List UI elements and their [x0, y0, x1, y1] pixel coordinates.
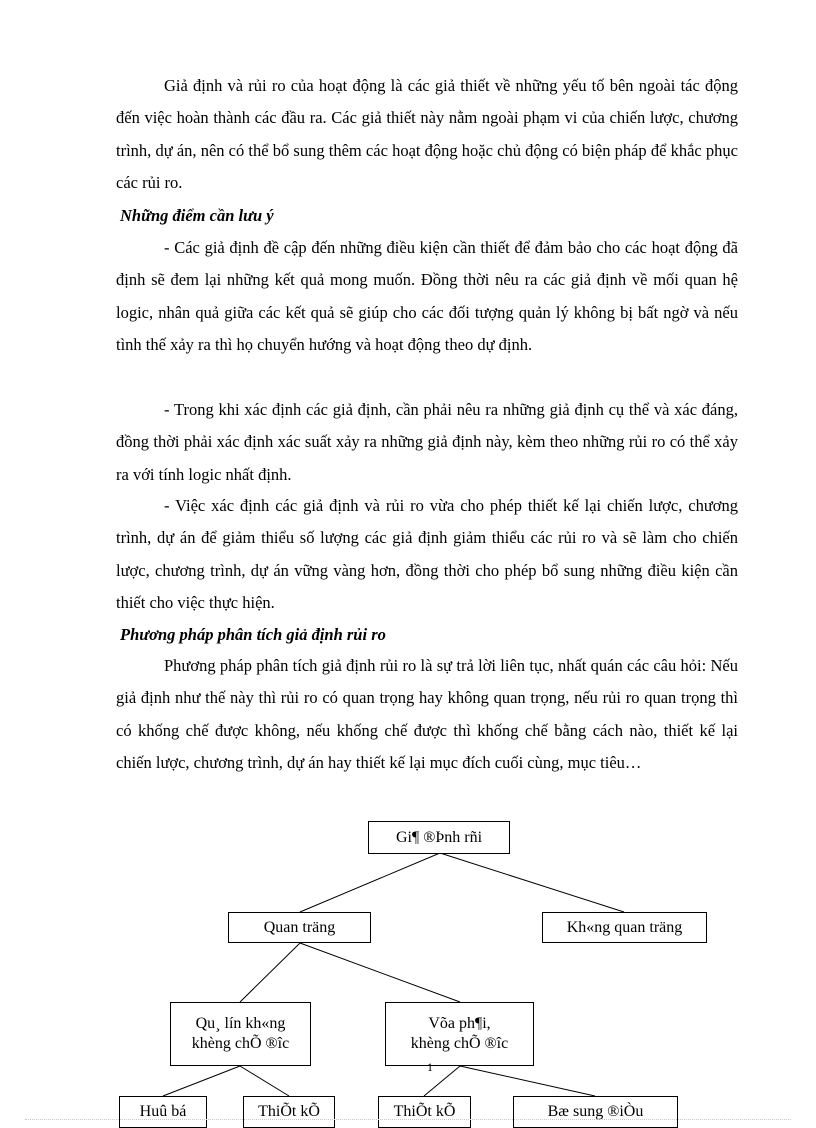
paragraph-intro: Giả định và rủi ro của hoạt động là các giả thiết về những yếu tố bên ngoài tác động đến việc hoàn thành các đầu ra. Các giả thiết này nằm ngoài phạm vi của chiến lược, chương trình, dự án, nên có thể bổ sung thêm các hoạt động hoặc chủ động có biện pháp để khắc phục các rủi ro.: [116, 76, 738, 192]
connector-moderate-supplement: [460, 1066, 595, 1096]
paragraph-note-3: - Việc xác định các giả định và rủi ro vừa cho phép thiết kế lại chiến lược, chương trình, dự án để giảm thiểu số lượng các giả định giảm thiểu các rủi ro và sẽ làm cho chiến lược, chương trình, dự án vững vàng hơn, đồng thời cho phép bổ sung những điều kiện cần thiết cho việc thực hiện.: [116, 496, 738, 612]
diagram-supplement-box: Bæ sung ®iÒu: [513, 1096, 678, 1128]
diagram-cancel-box: Huû bá: [119, 1096, 207, 1128]
connector-controllable-redesign: [240, 1066, 289, 1096]
paragraph-note-1: - Các giả định đề cập đến những điều kiện cần thiết để đảm bảo cho các hoạt động đã định sẽ đem lại những kết quả mong muốn. Đồng thời nêu ra các giả định về mối quan hệ logic, nhân quả giữa các kết quả sẽ giúp cho các đối tượng quản lý không bị bất ngờ và nếu tình thế xảy ra thì họ chuyển hướng và hoạt động theo dự định.: [116, 238, 738, 354]
diagram-controllable-box: Qu¸ lín kh«ng khèng chÕ ®îc: [170, 1002, 311, 1066]
diagram-redesign-box-2: ThiÕt kÕ: [378, 1096, 471, 1128]
diagram-important-box: Quan träng: [228, 912, 371, 943]
diagram-redesign-box-1: ThiÕt kÕ: [243, 1096, 335, 1128]
connector-controllable-cancel: [163, 1066, 240, 1096]
heading-method: Phương pháp phân tích giả định rủi ro: [120, 625, 386, 644]
page-break-divider: [25, 1119, 791, 1120]
connector-important-controllable: [240, 943, 300, 1002]
diagram-not-important-box: Kh«ng quan träng: [542, 912, 707, 943]
page-number: 1: [427, 1060, 433, 1074]
paragraph-note-2: - Trong khi xác định các giả định, cần phải nêu ra những giả định cụ thể và xác đáng, đồng thời phải xác định xác suất xảy ra những giả định này, kèm theo những rủi ro có thể xảy ra với tính logic nhất định.: [116, 400, 738, 484]
connector-root-not-important: [440, 853, 624, 912]
heading-notes: Những điểm cần lưu ý: [120, 206, 274, 225]
connector-root-important: [300, 853, 440, 912]
connector-important-moderate: [300, 943, 460, 1002]
diagram-moderate-box: Võa ph¶i, khèng chÕ ®îc: [385, 1002, 534, 1066]
paragraph-method: Phương pháp phân tích giả định rủi ro là sự trả lời liên tục, nhất quán các câu hỏi: Nếu giả định như thế này thì rủi ro có quan trọng hay không quan trọng, nếu rủi ro quan trọng thì có khống chế được không, nếu khống chế được thì khống chế bằng cách nào, thiết kế lại chiến lược, chương trình, dự án hay thiết kế lại mục đích cuối cùng, mục tiêu…: [116, 656, 738, 772]
diagram-root-box: Gi¶ ®Þnh rñi: [368, 821, 510, 854]
